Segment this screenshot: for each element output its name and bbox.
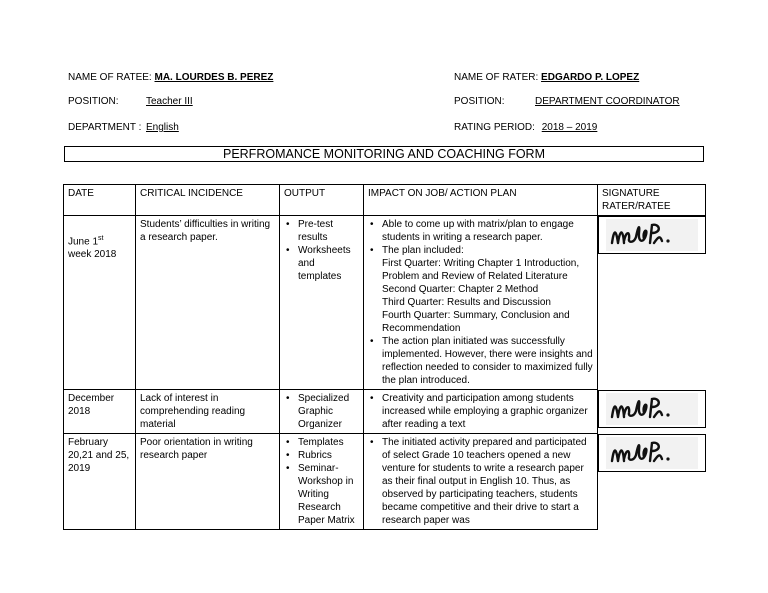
position-label-left: POSITION: — [68, 96, 119, 107]
table-row — [64, 390, 706, 434]
incidence-cell: Lack of interest in comprehending reading material — [136, 390, 280, 434]
rater-row — [454, 72, 639, 83]
position-label-right: POSITION: — [454, 96, 505, 107]
date-ordinal: st — [98, 235, 104, 242]
output-item: • Pre-test results — [284, 218, 359, 244]
impact-item: • The action plan initiated was successfully implemented. However, there were insights and reflection needed to consider to maximized fully the plan introduced. — [368, 335, 593, 387]
department-label: DEPARTMENT : — [68, 122, 142, 133]
impact-item: • Creativity and participation among students increased while employing a graphic organizer after reading a text — [368, 392, 593, 431]
ratee-label: NAME OF RATEE: — [68, 72, 152, 83]
col-header-date: DATE — [64, 185, 136, 216]
date-text: June 1 — [68, 236, 99, 248]
col-header-impact: IMPACT ON JOB/ ACTION PLAN — [364, 185, 598, 216]
impact-plan-line: Third Quarter: Results and Discussion — [382, 297, 551, 308]
col-header-incidence: CRITICAL INCIDENCE — [136, 185, 280, 216]
impact-cell — [364, 434, 598, 530]
position-row-left — [68, 96, 193, 107]
coaching-table — [63, 184, 706, 530]
rating-period-row — [454, 122, 597, 133]
signature-cell — [598, 434, 706, 472]
col-header-output: OUTPUT — [280, 185, 364, 216]
department-row — [68, 122, 179, 133]
department-value: English — [146, 122, 179, 133]
rating-period-value: 2018 – 2019 — [541, 122, 598, 133]
impact-item: • The initiated activity prepared and participated of select Grade 10 teachers opened a new venture for students to write a research paper as their final output in English 10. Thus, as observed by participating teachers, students became competitive and their drive to start a research paper was — [368, 436, 593, 527]
signature-image — [606, 437, 698, 469]
rater-label: NAME OF RATER: — [454, 72, 539, 83]
page-title: PERFROMANCE MONITORING AND COACHING FORM — [64, 146, 704, 162]
date-cell — [64, 216, 136, 390]
output-item: • Rubrics — [284, 449, 359, 462]
impact-plan-line: Second Quarter: Chapter 2 Method — [382, 284, 539, 295]
impact-item — [368, 244, 593, 335]
signature-image — [606, 219, 698, 251]
position-row-right — [454, 96, 680, 107]
impact-plan-heading: The plan included: — [382, 245, 464, 256]
signature-cell — [598, 216, 706, 254]
ratee-row — [68, 72, 273, 83]
signature-image — [606, 393, 698, 425]
rater-name: EDGARDO P. LOPEZ — [541, 72, 640, 83]
impact-plan-line: First Quarter: Writing Chapter 1 Introduction, Problem and Review of Related Literature — [382, 258, 580, 282]
rating-period-label: RATING PERIOD: — [454, 122, 535, 133]
table-row — [64, 216, 706, 390]
date-cell: February 20,21 and 25, 2019 — [64, 434, 136, 530]
table-row — [64, 434, 706, 530]
ratee-name: MA. LOURDES B. PEREZ — [154, 72, 274, 83]
incidence-cell: Poor orientation in writing research paper — [136, 434, 280, 530]
table-header-row — [64, 185, 706, 216]
incidence-cell: Students’ difficulties in writing a research paper. — [136, 216, 280, 390]
output-item: • Templates — [284, 436, 359, 449]
date-text-rest: week 2018 — [68, 249, 117, 261]
output-item: • Worksheets and templates — [284, 244, 359, 283]
output-item: • Seminar-Workshop in Writing Research Paper Matrix — [284, 462, 359, 527]
col-header-signature: SIGNATURE RATER/RATEE — [598, 185, 706, 216]
impact-cell — [364, 216, 598, 390]
output-item: • Specialized Graphic Organizer — [284, 392, 359, 431]
output-cell — [280, 216, 364, 390]
output-cell — [280, 390, 364, 434]
impact-plan-line: Fourth Quarter: Summary, Conclusion and Recommendation — [382, 310, 570, 334]
impact-cell — [364, 390, 598, 434]
position-value-right: DEPARTMENT COORDINATOR — [535, 96, 680, 107]
position-value-left: Teacher III — [146, 96, 193, 107]
date-cell: December 2018 — [64, 390, 136, 434]
output-cell — [280, 434, 364, 530]
signature-cell — [598, 390, 706, 428]
impact-item: • Able to come up with matrix/plan to engage students in writing a research paper. — [368, 218, 593, 244]
